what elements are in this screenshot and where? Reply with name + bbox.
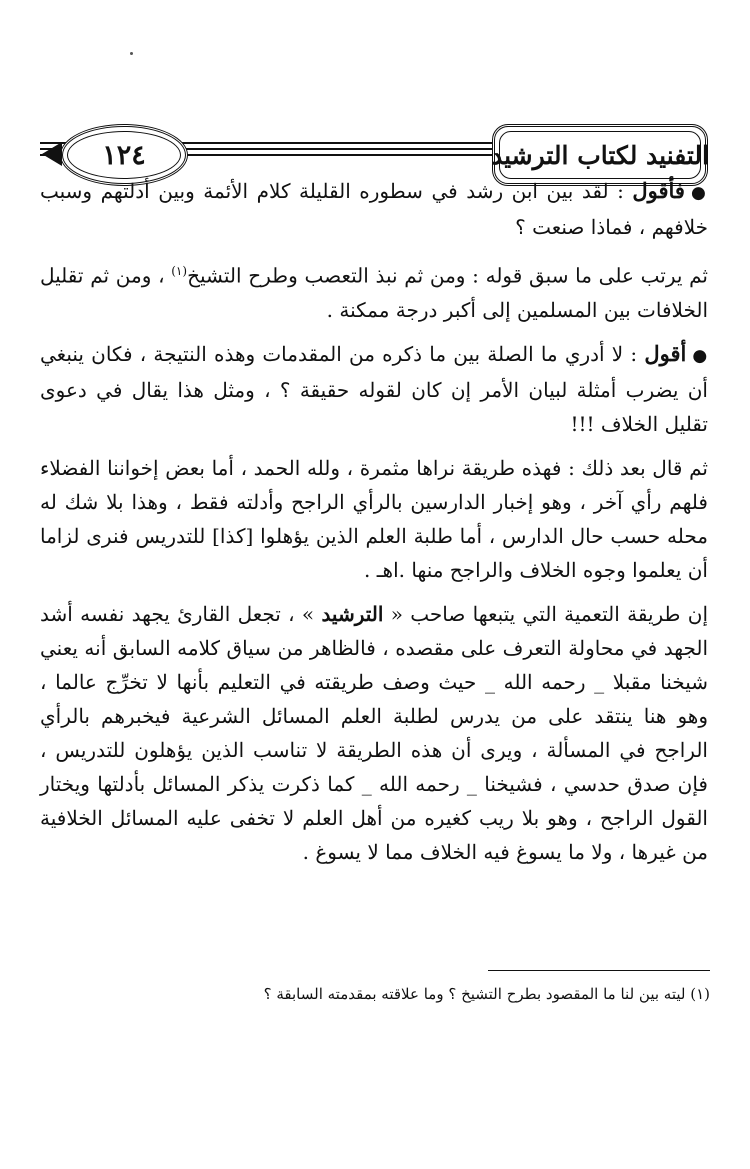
footnote-marker: (١) <box>171 264 188 278</box>
paragraph-2 <box>40 254 708 327</box>
paragraph-1 <box>40 174 708 244</box>
paragraph-1-text: : لقد بين ابن رشد في سطوره القليلة كلام الأئمة وبين أدلتهم وسبب خلافهم ، فماذا صنعت ؟ <box>40 179 708 239</box>
footnote: (١) ليته بين لنا ما المقصود بطرح التشيخ ؟ وما علاقته بمقدمته السابقة ؟ <box>263 985 710 1003</box>
paragraph-5-text-rest: » ، تجعل القارئ يجهد نفسه أشد الجهد في محاولة التعرف على مقصده ، فالظاهر من سياق كلامه السابق أنه يعني شيخنا مقبلا _ رحمه الله _ حيث وصف طريقته في التعليم بأنها لا تخرِّج عالما ، وهو هنا ينتقد على من يدرس لطلبة العلم المسائل الشرعية فيخبرهم بالرأي الراجح في المسألة ، ويرى أن هذه الطريقة لا تناسب الذين يؤهلون للتدريس ، فإن صدق حدسي ، فشيخنا _ رحمه الله _ كما ذكرت يذكر المسائل بأدلتها ويختار القول الراجح ، وهو بلا ريب كغيره من أهل العلم لا تخفى عليه المسائل الخلافية من غيرها ، ولا ما يسوغ فيه الخلاف مما لا يسوغ . <box>40 601 708 864</box>
footnote-separator <box>488 970 710 971</box>
paragraph-3-text: : لا أدري ما الصلة بين ما ذكره من المقدمات وهذه النتيجة ، فكان ينبغي أن يضرب أمثلة لبيان الأمر إن كان لقوله حقيقة ؟ ، ومثل هذا يقال في دعوى تقليل الخلاف !!! <box>40 341 708 436</box>
paragraph-3-lead: أقول <box>644 340 687 366</box>
page-number: ١٢٤ <box>102 139 146 171</box>
main-text <box>40 174 708 869</box>
paragraph-3 <box>40 337 708 441</box>
paragraph-2-text-before-note: ثم يرتب على ما سبق قوله : ومن ثم نبذ التعصب وطرح التشيخ <box>187 263 708 288</box>
page-number-arrow-icon <box>42 142 62 166</box>
paragraph-1-lead: فأقول <box>632 178 685 203</box>
bullet-icon: ● <box>692 345 708 366</box>
scan-speck <box>130 52 133 55</box>
paragraph-5 <box>40 597 708 869</box>
paragraph-4 <box>40 451 708 587</box>
bullet-icon: ● <box>690 183 708 203</box>
paragraph-5-text-start: إن طريقة التعمية التي يتبعها صاحب « <box>390 601 709 626</box>
paragraph-2-text-after-note: ، ومن ثم تقليل الخلافات بين المسلمين إلى أكبر درجة ممكنة . <box>40 263 708 322</box>
book-title: التفنيد لكتاب الترشيد <box>490 140 709 170</box>
paragraph-5-bold-word: الترشيد <box>321 601 384 626</box>
paragraph-4-text: ثم قال بعد ذلك : فهذه طريقة نراها مثمرة ، ولله الحمد ، أما بعض إخواننا الفضلاء فلهم رأي آخر ، وهو إخبار الدارسين بالرأي الراجح وأدلته فقط ، وهذا بلا شك له محله حسب حال الدارس ، أما طلبة العلم الذين يؤهلوا [كذا] للتدريس فنرى لزاما أن يعلموا وجوه الخلاف والراجح منها .اهـ . <box>40 455 708 582</box>
